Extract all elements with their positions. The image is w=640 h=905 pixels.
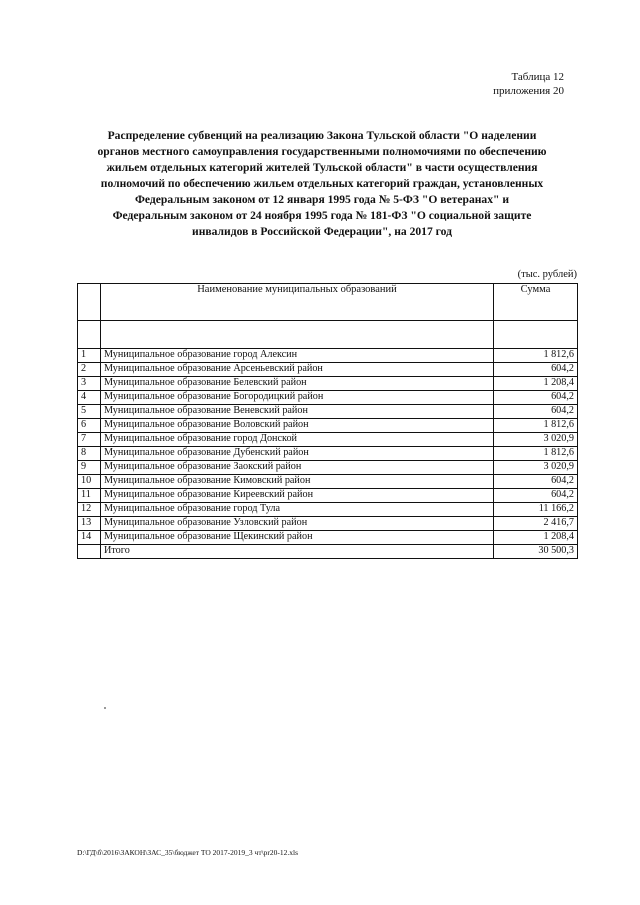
row-name-cell: Муниципальное образование Дубенский район: [101, 447, 494, 461]
table-number: Таблица 12: [511, 71, 564, 83]
total-row: [78, 545, 578, 559]
row-name-cell: Муниципальное образование Киреевский район: [101, 489, 494, 503]
header-num-cell: [78, 284, 101, 321]
row-num-cell: 4: [78, 391, 101, 405]
appendix-number: приложения 20: [493, 85, 564, 97]
row-amount-cell: 2 416,7: [494, 517, 578, 531]
row-num-cell: 6: [78, 419, 101, 433]
row-num-cell: 3: [78, 377, 101, 391]
table-spacer-row: [78, 321, 578, 349]
row-amount-cell: 604,2: [494, 363, 578, 377]
row-name-cell: Муниципальное образование Богородицкий район: [101, 391, 494, 405]
row-amount-cell: 11 166,2: [494, 503, 578, 517]
row-name-cell: Муниципальное образование Воловский район: [101, 419, 494, 433]
table-row: [78, 419, 578, 433]
title-line: инвалидов в Российской Федерации", на 2017 год: [192, 225, 452, 238]
header-amount-cell: Сумма: [494, 284, 578, 321]
total-label-cell: Итого: [101, 545, 494, 559]
table-reference: [493, 70, 564, 98]
title-line: Федеральным законом от 12 января 1995 года № 5-ФЗ "О ветеранах" и: [134, 193, 510, 206]
row-num-cell: 5: [78, 405, 101, 419]
row-name-cell: Муниципальное образование Щекинский район: [101, 531, 494, 545]
subsidy-table: [77, 283, 578, 559]
table-row: [78, 363, 578, 377]
table-row: [78, 447, 578, 461]
row-amount-cell: 1 812,6: [494, 447, 578, 461]
row-amount-cell: 604,2: [494, 489, 578, 503]
row-amount-cell: 604,2: [494, 475, 578, 489]
file-path: D:\ГД\б\2016\ЗАКОН\ЗАС_35\бюджет ТО 2017-2019_3 чт\pr20-12.xls: [77, 848, 299, 857]
table-row: [78, 377, 578, 391]
row-num-cell: 8: [78, 447, 101, 461]
scan-speck: [104, 707, 106, 709]
row-amount-cell: 3 020,9: [494, 461, 578, 475]
table-row: [78, 405, 578, 419]
table-row: [78, 391, 578, 405]
title-line: жильем отдельных категорий жителей Тульской области" в части осуществления: [106, 161, 538, 174]
row-num-cell: 11: [78, 489, 101, 503]
row-name-cell: Муниципальное образование город Донской: [101, 433, 494, 447]
table-row: [78, 503, 578, 517]
row-amount-cell: 1 208,4: [494, 377, 578, 391]
row-name-cell: Муниципальное образование Кимовский район: [101, 475, 494, 489]
row-amount-cell: 3 020,9: [494, 433, 578, 447]
row-num-cell: 10: [78, 475, 101, 489]
title-line: полномочий по обеспечению жильем отдельных категорий граждан, установленных: [100, 177, 544, 190]
title-line: Федеральным законом от 24 ноября 1995 года № 181-ФЗ "О социальной защите: [112, 209, 532, 222]
title-line: органов местного самоуправления государственными полномочиями по обеспечению: [97, 145, 547, 158]
row-name-cell: Муниципальное образование Веневский район: [101, 405, 494, 419]
document-title: [72, 128, 572, 240]
spacer-cell: [78, 321, 101, 349]
spacer-cell: [101, 321, 494, 349]
table-row: [78, 461, 578, 475]
table-row: [78, 531, 578, 545]
row-num-cell: 12: [78, 503, 101, 517]
row-num-cell: 2: [78, 363, 101, 377]
table-row: [78, 517, 578, 531]
row-num-cell: 14: [78, 531, 101, 545]
total-amount-cell: 30 500,3: [494, 545, 578, 559]
total-num-cell: [78, 545, 101, 559]
units-label: (тыс. рублей): [517, 269, 577, 280]
row-num-cell: 9: [78, 461, 101, 475]
header-name-cell: Наименование муниципальных образований: [101, 284, 494, 321]
spacer-cell: [494, 321, 578, 349]
row-name-cell: Муниципальное образование Заокский район: [101, 461, 494, 475]
table-row: [78, 349, 578, 363]
row-amount-cell: 1 812,6: [494, 419, 578, 433]
table-row: [78, 433, 578, 447]
row-name-cell: Муниципальное образование Арсеньевский район: [101, 363, 494, 377]
table-row: [78, 475, 578, 489]
row-name-cell: Муниципальное образование Белевский район: [101, 377, 494, 391]
row-name-cell: Муниципальное образование город Алексин: [101, 349, 494, 363]
row-num-cell: 7: [78, 433, 101, 447]
row-num-cell: 1: [78, 349, 101, 363]
row-name-cell: Муниципальное образование Узловский район: [101, 517, 494, 531]
row-name-cell: Муниципальное образование город Тула: [101, 503, 494, 517]
row-amount-cell: 604,2: [494, 391, 578, 405]
title-line: Распределение субвенций на реализацию Закона Тульской области "О наделении: [107, 129, 537, 142]
row-amount-cell: 1 208,4: [494, 531, 578, 545]
row-amount-cell: 1 812,6: [494, 349, 578, 363]
row-num-cell: 13: [78, 517, 101, 531]
row-amount-cell: 604,2: [494, 405, 578, 419]
table-header-row: [78, 284, 578, 321]
table-row: [78, 489, 578, 503]
